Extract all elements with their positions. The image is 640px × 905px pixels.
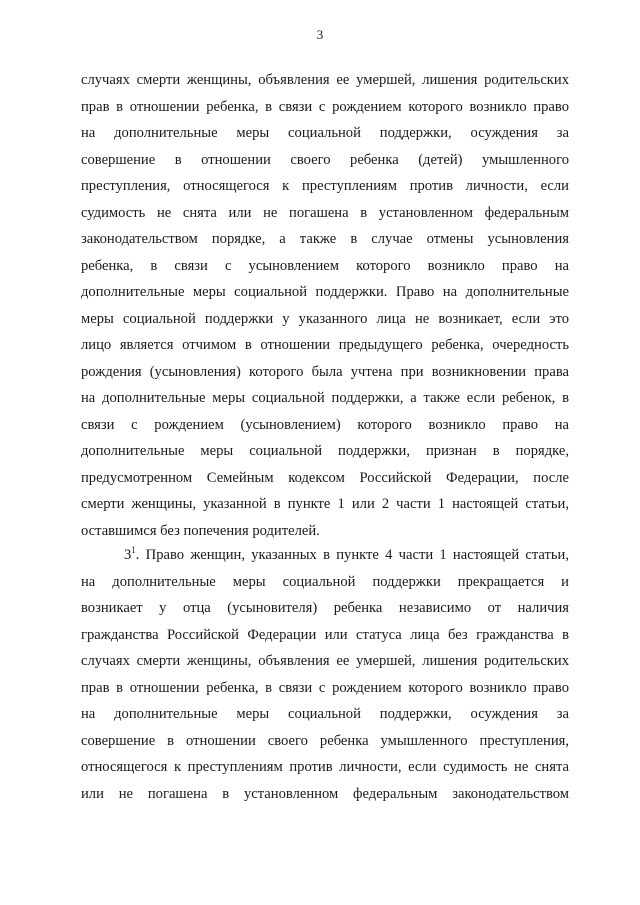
text-line: дополнительные меры социальной поддержки. Право на дополнительные <box>81 284 569 300</box>
text-line: оставшимся без попечения родителей. <box>81 522 320 539</box>
text-line: на дополнительные меры социальной поддержки прекращается и <box>81 573 569 590</box>
text-line: смерти женщины, указанной в пункте 1 или 2 части 1 настоящей статьи, <box>81 496 569 512</box>
text-line: на дополнительные меры социальной поддержки, осуждения за <box>81 125 569 141</box>
paragraph-number: 3 <box>124 547 132 563</box>
text-line: гражданства Российской Федерации или статуса лица без гражданства в <box>81 626 569 643</box>
text-line-rest: . Право женщин, указанных в пункте 4 части 1 настоящей статьи, <box>135 547 569 563</box>
text-line: меры социальной поддержки у указанного лица не возникает, если это <box>81 310 569 327</box>
text-line: или не погашена в установленном федеральным законодательством <box>81 785 569 802</box>
text-line: прав в отношении ребенка, в связи с рождением которого возникло право <box>81 98 569 115</box>
text-line: случаях смерти женщины, объявления ее умершей, лишения родительских <box>81 72 569 88</box>
text-line: лицо является отчимом в отношении предыдущего ребенка, очередность <box>81 337 569 353</box>
text-line: на дополнительные меры социальной поддержки, осуждения за <box>81 706 569 722</box>
text-line: предусмотренном Семейным кодексом Российской Федерации, после <box>81 469 569 486</box>
page-number: 3 <box>316 27 324 42</box>
paragraph-first-line <box>81 542 569 569</box>
text-line: ребенка, в связи с усыновлением которого возникло право на <box>81 257 569 274</box>
text-line: совершение в отношении своего ребенка (детей) умышленного <box>81 151 569 168</box>
paragraph-number-superscript: 1 <box>131 545 136 556</box>
text-line: преступления, относящегося к преступлениям против личности, если <box>81 178 569 194</box>
text-line: дополнительные меры социальной поддержки, признан в порядке, <box>81 443 569 459</box>
paragraph-1 <box>81 67 569 544</box>
text-line: совершение в отношении своего ребенка умышленного преступления, <box>81 732 569 749</box>
text-line: случаях смерти женщины, объявления ее умершей, лишения родительских <box>81 653 569 669</box>
text-line: связи с рождением (усыновлением) которого возникло право на <box>81 416 569 433</box>
text-line: относящегося к преступлениям против личности, если судимость не снята <box>81 759 569 775</box>
text-line: судимость не снята или не погашена в установленном федеральным <box>81 204 569 221</box>
text-line: возникает у отца (усыновителя) ребенка независимо от наличия <box>81 600 569 616</box>
text-line: на дополнительные меры социальной поддержки, а также если ребенок, в <box>81 390 569 406</box>
paragraph-3-1 <box>81 542 569 807</box>
text-line: рождения (усыновления) которого была учтена при возникновении права <box>81 363 569 380</box>
text-line: законодательством порядке, а также в случае отмены усыновления <box>81 231 569 247</box>
text-line: прав в отношении ребенка, в связи с рождением которого возникло право <box>81 679 569 696</box>
